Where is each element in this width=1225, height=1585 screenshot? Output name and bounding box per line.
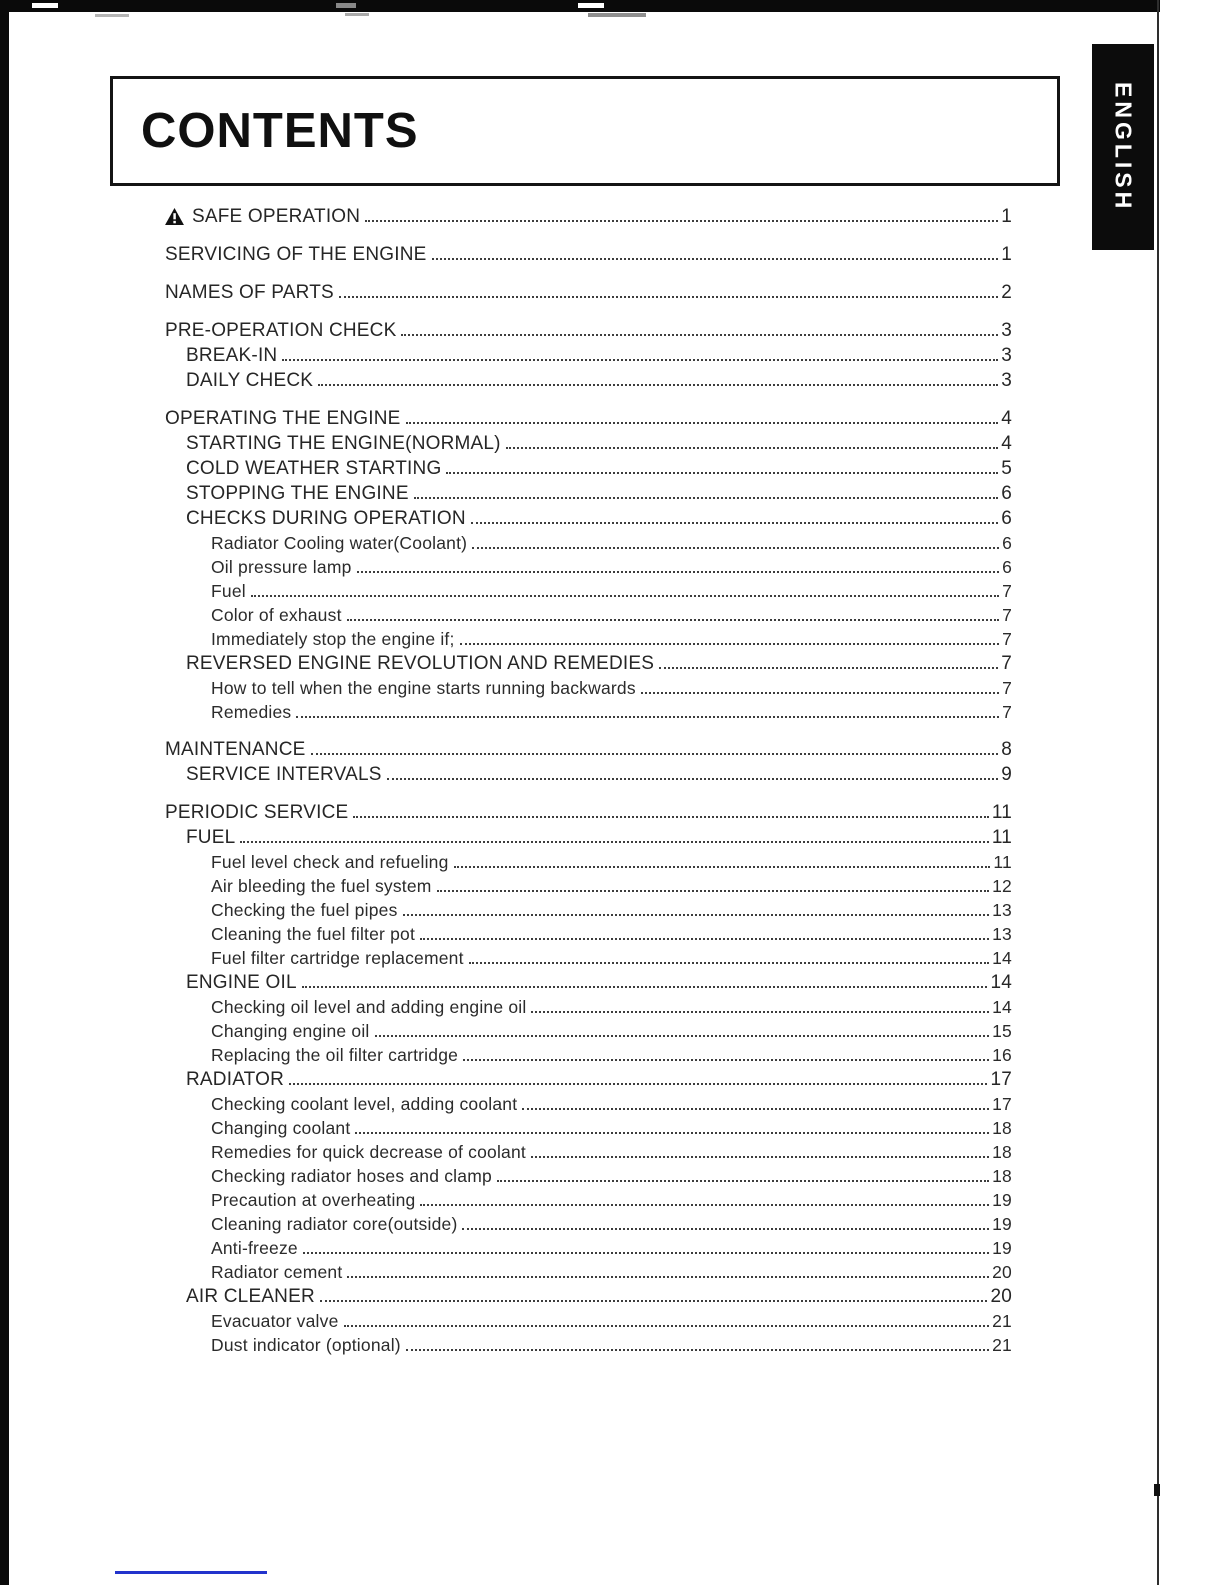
- toc-entry-label: Checking radiator hoses and clamp: [211, 1166, 492, 1186]
- dot-leader: [355, 1132, 989, 1134]
- toc-entry-label: FUEL: [186, 827, 236, 848]
- dot-leader: [347, 619, 999, 621]
- scan-artifact-link-underline: [115, 1571, 267, 1574]
- toc-entry-page: 19: [992, 1238, 1012, 1258]
- toc-entry-page: 1: [1001, 244, 1012, 265]
- dot-leader: [420, 938, 989, 940]
- toc-entry-label: Fuel filter cartridge replacement: [211, 948, 464, 968]
- toc-entry-label: Cleaning radiator core(outside): [211, 1214, 458, 1234]
- toc-entry-label: Radiator Cooling water(Coolant): [211, 533, 468, 553]
- toc-entry-label: BREAK-IN: [186, 345, 278, 366]
- dot-leader: [318, 384, 998, 386]
- warning-triangle-icon: [165, 208, 184, 225]
- toc-entry-label: Checking oil level and adding engine oil: [211, 997, 527, 1017]
- toc-entry: [165, 579, 1012, 603]
- toc-entry-label: STOPPING THE ENGINE: [186, 483, 409, 504]
- toc-entry-label: Checking the fuel pipes: [211, 900, 398, 920]
- toc-entry-page: 6: [1001, 508, 1012, 529]
- table-of-contents: [165, 204, 1012, 1357]
- dot-leader: [522, 1108, 989, 1110]
- toc-entry-label: OPERATING THE ENGINE: [165, 408, 401, 429]
- toc-entry-page: 6: [1002, 533, 1012, 553]
- toc-entry-page: 14: [992, 948, 1012, 968]
- dot-leader: [302, 986, 988, 988]
- dot-leader: [296, 716, 999, 718]
- toc-entry-label: REVERSED ENGINE REVOLUTION AND REMEDIES: [186, 653, 655, 674]
- toc-entry-label: Evacuator valve: [211, 1311, 339, 1331]
- toc-entry-page: 21: [992, 1311, 1012, 1331]
- toc-entry: [165, 242, 1012, 267]
- toc-entry-page: 7: [1001, 653, 1012, 674]
- toc-entry-label: SERVICE INTERVALS: [186, 764, 382, 785]
- toc-entry-page: 18: [992, 1142, 1012, 1162]
- toc-entry-label: MAINTENANCE: [165, 739, 306, 760]
- toc-entry-label: Changing coolant: [211, 1118, 351, 1138]
- toc-entry-page: 19: [992, 1190, 1012, 1210]
- scan-mark: [345, 13, 369, 16]
- toc-entry-page: 18: [992, 1118, 1012, 1138]
- toc-entry-page: 3: [1001, 345, 1012, 366]
- toc-entry-page: 3: [1001, 320, 1012, 341]
- toc-entry-label: Anti-freeze: [211, 1238, 298, 1258]
- toc-entry: [165, 995, 1012, 1019]
- toc-entry-page: 17: [990, 1069, 1012, 1090]
- toc-entry: [165, 280, 1012, 305]
- toc-entry-page: 19: [992, 1214, 1012, 1234]
- toc-entry: [165, 1309, 1012, 1333]
- toc-entry-page: 13: [992, 924, 1012, 944]
- scan-left-edge: [0, 0, 9, 1585]
- dot-leader: [462, 1228, 989, 1230]
- dot-leader: [289, 1083, 987, 1085]
- toc-entry-page: 20: [992, 1262, 1012, 1282]
- dot-leader: [387, 778, 999, 780]
- toc-entry: [165, 1236, 1012, 1260]
- toc-entry-label: PERIODIC SERVICE: [165, 802, 349, 823]
- toc-entry: [165, 1164, 1012, 1188]
- toc-entry-page: 15: [992, 1021, 1012, 1041]
- toc-entry: [165, 1067, 1012, 1092]
- toc-entry-label: Remedies for quick decrease of coolant: [211, 1142, 526, 1162]
- toc-entry-label: How to tell when the engine starts running backwards: [211, 678, 636, 698]
- toc-entry-page: 7: [1002, 678, 1012, 698]
- toc-entry-label: COLD WEATHER STARTING: [186, 458, 442, 479]
- dot-leader: [420, 1204, 989, 1206]
- toc-entry-label: Oil pressure lamp: [211, 557, 352, 577]
- toc-entry: [165, 970, 1012, 995]
- toc-entry-page: 7: [1002, 581, 1012, 601]
- toc-entry: [165, 531, 1012, 555]
- scan-mark: [95, 14, 129, 17]
- toc-entry-label: Fuel: [211, 581, 246, 601]
- scan-mark: [32, 3, 58, 8]
- toc-entry-label: ENGINE OIL: [186, 972, 297, 993]
- toc-entry-page: 13: [992, 900, 1012, 920]
- toc-entry-page: 7: [1002, 702, 1012, 722]
- dot-leader: [471, 522, 998, 524]
- toc-entry-label: AIR CLEANER: [186, 1286, 315, 1307]
- toc-entry: [165, 1212, 1012, 1236]
- toc-entry: [165, 1260, 1012, 1284]
- toc-entry: [165, 898, 1012, 922]
- dot-leader: [401, 334, 998, 336]
- scan-mark: [1154, 1484, 1160, 1496]
- dot-leader: [406, 1349, 989, 1351]
- toc-entry-page: 7: [1002, 629, 1012, 649]
- toc-entry: [165, 431, 1012, 456]
- dot-leader: [320, 1300, 988, 1302]
- scan-mark: [578, 3, 604, 8]
- toc-entry: [165, 1284, 1012, 1309]
- toc-entry-page: 11: [991, 827, 1012, 848]
- toc-entry-page: 6: [1001, 483, 1012, 504]
- dot-leader: [375, 1035, 990, 1037]
- toc-entry-label: Remedies: [211, 702, 292, 722]
- dot-leader: [531, 1011, 989, 1013]
- toc-entry-label: SERVICING OF THE ENGINE: [165, 244, 427, 265]
- dot-leader: [460, 643, 1000, 645]
- scan-mark: [588, 13, 646, 17]
- toc-entry: [165, 1140, 1012, 1164]
- dot-leader: [403, 914, 990, 916]
- toc-entry: [165, 922, 1012, 946]
- toc-entry-page: 16: [992, 1045, 1012, 1065]
- toc-entry-label: RADIATOR: [186, 1069, 285, 1090]
- toc-entry-label: Checking coolant level, adding coolant: [211, 1094, 518, 1114]
- toc-entry-page: 4: [1001, 408, 1012, 429]
- toc-entry: [165, 603, 1012, 627]
- dot-leader: [251, 595, 999, 597]
- toc-entry: [165, 1043, 1012, 1067]
- dot-leader: [469, 962, 989, 964]
- toc-entry-page: 1: [1001, 206, 1012, 227]
- toc-entry-page: 5: [1001, 458, 1012, 479]
- toc-entry-page: 4: [1001, 433, 1012, 454]
- toc-entry-page: 9: [1001, 764, 1012, 785]
- toc-entry-label: Air bleeding the fuel system: [211, 876, 432, 896]
- toc-entry: [165, 204, 1012, 229]
- dot-leader: [446, 472, 998, 474]
- dot-leader: [406, 422, 999, 424]
- toc-entry-label: Changing engine oil: [211, 1021, 370, 1041]
- scan-mark: [336, 3, 356, 8]
- toc-entry: [165, 456, 1012, 481]
- toc-entry: [165, 1116, 1012, 1140]
- dot-leader: [463, 1059, 989, 1061]
- scan-right-edge-line: [1157, 0, 1159, 1585]
- language-tab-label: ENGLISH: [1110, 81, 1137, 213]
- page-title: CONTENTS: [141, 104, 419, 158]
- toc-entry-label: Dust indicator (optional): [211, 1335, 401, 1355]
- toc-entry-label: Replacing the oil filter cartridge: [211, 1045, 459, 1065]
- toc-entry-label: DAILY CHECK: [186, 370, 314, 391]
- toc-entry: [165, 850, 1012, 874]
- dot-leader: [659, 667, 998, 669]
- dot-leader: [357, 571, 1000, 573]
- toc-entry: [165, 800, 1012, 825]
- dot-leader: [454, 866, 991, 868]
- toc-entry: [165, 555, 1012, 579]
- toc-entry-page: 8: [1001, 739, 1012, 760]
- dot-leader: [339, 296, 998, 298]
- dot-leader: [303, 1252, 989, 1254]
- toc-entry: [165, 1188, 1012, 1212]
- toc-entry-label: Cleaning the fuel filter pot: [211, 924, 416, 944]
- dot-leader: [347, 1276, 989, 1278]
- toc-entry-page: 14: [990, 972, 1012, 993]
- dot-leader: [506, 447, 999, 449]
- toc-entry-label: Color of exhaust: [211, 605, 342, 625]
- toc-entry-label: Precaution at overheating: [211, 1190, 416, 1210]
- toc-entry: [165, 762, 1012, 787]
- dot-leader: [344, 1325, 990, 1327]
- toc-entry-page: 2: [1001, 282, 1012, 303]
- dot-leader: [497, 1180, 989, 1182]
- toc-entry-label: CHECKS DURING OPERATION: [186, 508, 466, 529]
- toc-entry-label: STARTING THE ENGINE(NORMAL): [186, 433, 501, 454]
- toc-entry: [165, 368, 1012, 393]
- toc-entry: [165, 1333, 1012, 1357]
- toc-entry: [165, 343, 1012, 368]
- toc-entry: [165, 627, 1012, 651]
- scan-top-edge: [0, 0, 1160, 12]
- toc-entry: [165, 406, 1012, 431]
- toc-entry-label: NAMES OF PARTS: [165, 282, 334, 303]
- dot-leader: [365, 220, 998, 222]
- dot-leader: [353, 816, 988, 818]
- toc-entry-label: PRE-OPERATION CHECK: [165, 320, 397, 341]
- toc-entry-page: 21: [992, 1335, 1012, 1355]
- language-tab: [1092, 44, 1154, 250]
- toc-entry-page: 3: [1001, 370, 1012, 391]
- dot-leader: [432, 258, 999, 260]
- contents-title-box: [110, 76, 1060, 186]
- dot-leader: [641, 692, 999, 694]
- toc-entry: [165, 651, 1012, 676]
- toc-entry: [165, 1019, 1012, 1043]
- dot-leader: [240, 841, 989, 843]
- toc-entry-page: 6: [1002, 557, 1012, 577]
- toc-entry: [165, 737, 1012, 762]
- dot-leader: [531, 1156, 989, 1158]
- toc-entry: [165, 700, 1012, 724]
- toc-entry-page: 7: [1002, 605, 1012, 625]
- toc-entry: [165, 874, 1012, 898]
- toc-entry: [165, 946, 1012, 970]
- toc-entry: [165, 676, 1012, 700]
- toc-entry-page: 18: [992, 1166, 1012, 1186]
- dot-leader: [437, 890, 990, 892]
- dot-leader: [414, 497, 999, 499]
- toc-entry-page: 17: [992, 1094, 1012, 1114]
- dot-leader: [311, 753, 999, 755]
- toc-entry-label: SAFE OPERATION: [192, 206, 361, 227]
- dot-leader: [282, 359, 998, 361]
- toc-entry-label: Fuel level check and refueling: [211, 852, 449, 872]
- toc-entry-label: Immediately stop the engine if;: [211, 629, 455, 649]
- toc-entry-label: Radiator cement: [211, 1262, 343, 1282]
- toc-entry-page: 11: [991, 802, 1012, 823]
- toc-entry: [165, 1092, 1012, 1116]
- toc-entry-page: 20: [990, 1286, 1012, 1307]
- toc-entry: [165, 825, 1012, 850]
- toc-entry-page: 14: [992, 997, 1012, 1017]
- toc-entry: [165, 481, 1012, 506]
- dot-leader: [472, 547, 999, 549]
- toc-entry: [165, 318, 1012, 343]
- toc-entry-page: 11: [993, 852, 1012, 872]
- toc-entry: [165, 506, 1012, 531]
- toc-entry-page: 12: [992, 876, 1012, 896]
